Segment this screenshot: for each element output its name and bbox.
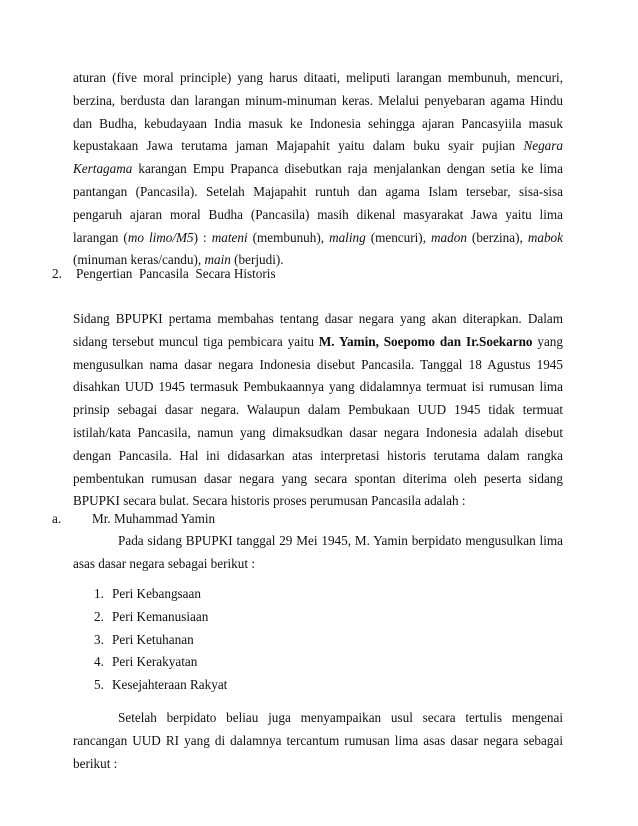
section-2-heading: Pengertian Pancasila Secara Historis xyxy=(76,266,276,281)
paragraph-moral-principles xyxy=(73,67,563,272)
five-principles-list xyxy=(94,583,227,697)
list-item: 5. Kesejahteraan Rakyat xyxy=(94,677,228,693)
paragraph-text: Setelah berpidato beliau juga menyampaikan usul secara tertulis mengenai rancangan UUD RI yang di dalamnya tercantum rumusan lima asas dasar negara sebagai berikut : xyxy=(73,710,563,771)
subsection-a-heading: Mr. Muhammad Yamin xyxy=(92,511,216,526)
paragraph-historical xyxy=(73,308,563,513)
term-madon: madon xyxy=(431,229,467,245)
paragraph-yamin-speech xyxy=(73,530,563,576)
list-item: 4. Peri Kerakyatan xyxy=(94,654,198,670)
list-item: 1. Peri Kebangsaan xyxy=(94,586,201,601)
term-mabok: mabok xyxy=(527,229,563,245)
term-mateni: mateni xyxy=(211,229,248,245)
term-main: main xyxy=(204,252,231,268)
term-maling: maling xyxy=(329,229,366,245)
list-item: 2. Peri Kemanusiaan xyxy=(94,608,209,624)
paragraph-text: Pada sidang BPUPKI tanggal 29 Mei 1945, M. Yamin berpidato mengusulkan lima asas dasar negara sebagai berikut : xyxy=(73,533,563,571)
term-mo-limo: mo limo/M5 xyxy=(127,229,194,245)
book-title: Negara Kertagama xyxy=(73,138,563,177)
section-2-number: 2. xyxy=(52,266,62,281)
paragraph-text: aturan (five moral principle) yang harus ditaati, meliputi larangan membunuh, mencuri, berzina, berdusta dan larangan minum-minuman keras. Melalui penyebaran agama Hindu dan Budha, kebudayaan India masuk ke Indonesia sehingga ajaran Pancasyiila masuk kepustakaan Jawa terutama jaman Majapahit yaitu dalam buku syair pujian Negara Kertagama karangan Empu Prapanca disebutkan raja menjalankan dengan setia ke lima pantangan (Pancasila). Setelah Majapahit runtuh dan agama Islam tersebar, sisa-sisa pengaruh ajaran moral Budha (Pancasila) masih dikenal masyarakat Jawa yaitu lima larangan (mo limo/M5) : mateni (membunuh), maling (mencuri), madon (berzina), mabok (minuman keras/candu), main (berjudi). xyxy=(73,70,563,268)
paragraph-written-proposal xyxy=(73,707,563,775)
paragraph-text: Sidang BPUPKI pertama membahas tentang dasar negara yang akan diterapkan. Dalam sidang tersebut muncul tiga pembicara yaitu M. Yamin, Soepomo dan Ir.Soekarno yang mengusulkan nama dasar negara Indonesia disebut Pancasila. Tanggal 18 Agustus 1945 disahkan UUD 1945 termasuk Pembukaannya yang didalamnya termuat isi rumusan lima prinsip sebagai dasar negara. Walaupun dalam Pembukaan UUD 1945 tidak termuat istilah/kata Pancasila, namun yang dimaksudkan dasar negara Indonesia adalah disebut dengan Pancasila. Hal ini didasarkan atas interpretasi historis terutama dalam rangka pembentukan rumusan dasar negara yang secara spontan diterima oleh peserta sidang BPUPKI secara bulat. Secara historis proses perumusan Pancasila adalah : xyxy=(73,311,563,509)
speaker-names: M. Yamin, Soepomo dan Ir.Soekarno xyxy=(318,333,533,349)
subsection-a-letter: a. xyxy=(52,511,62,526)
list-item: 3. Peri Ketuhanan xyxy=(94,631,194,647)
